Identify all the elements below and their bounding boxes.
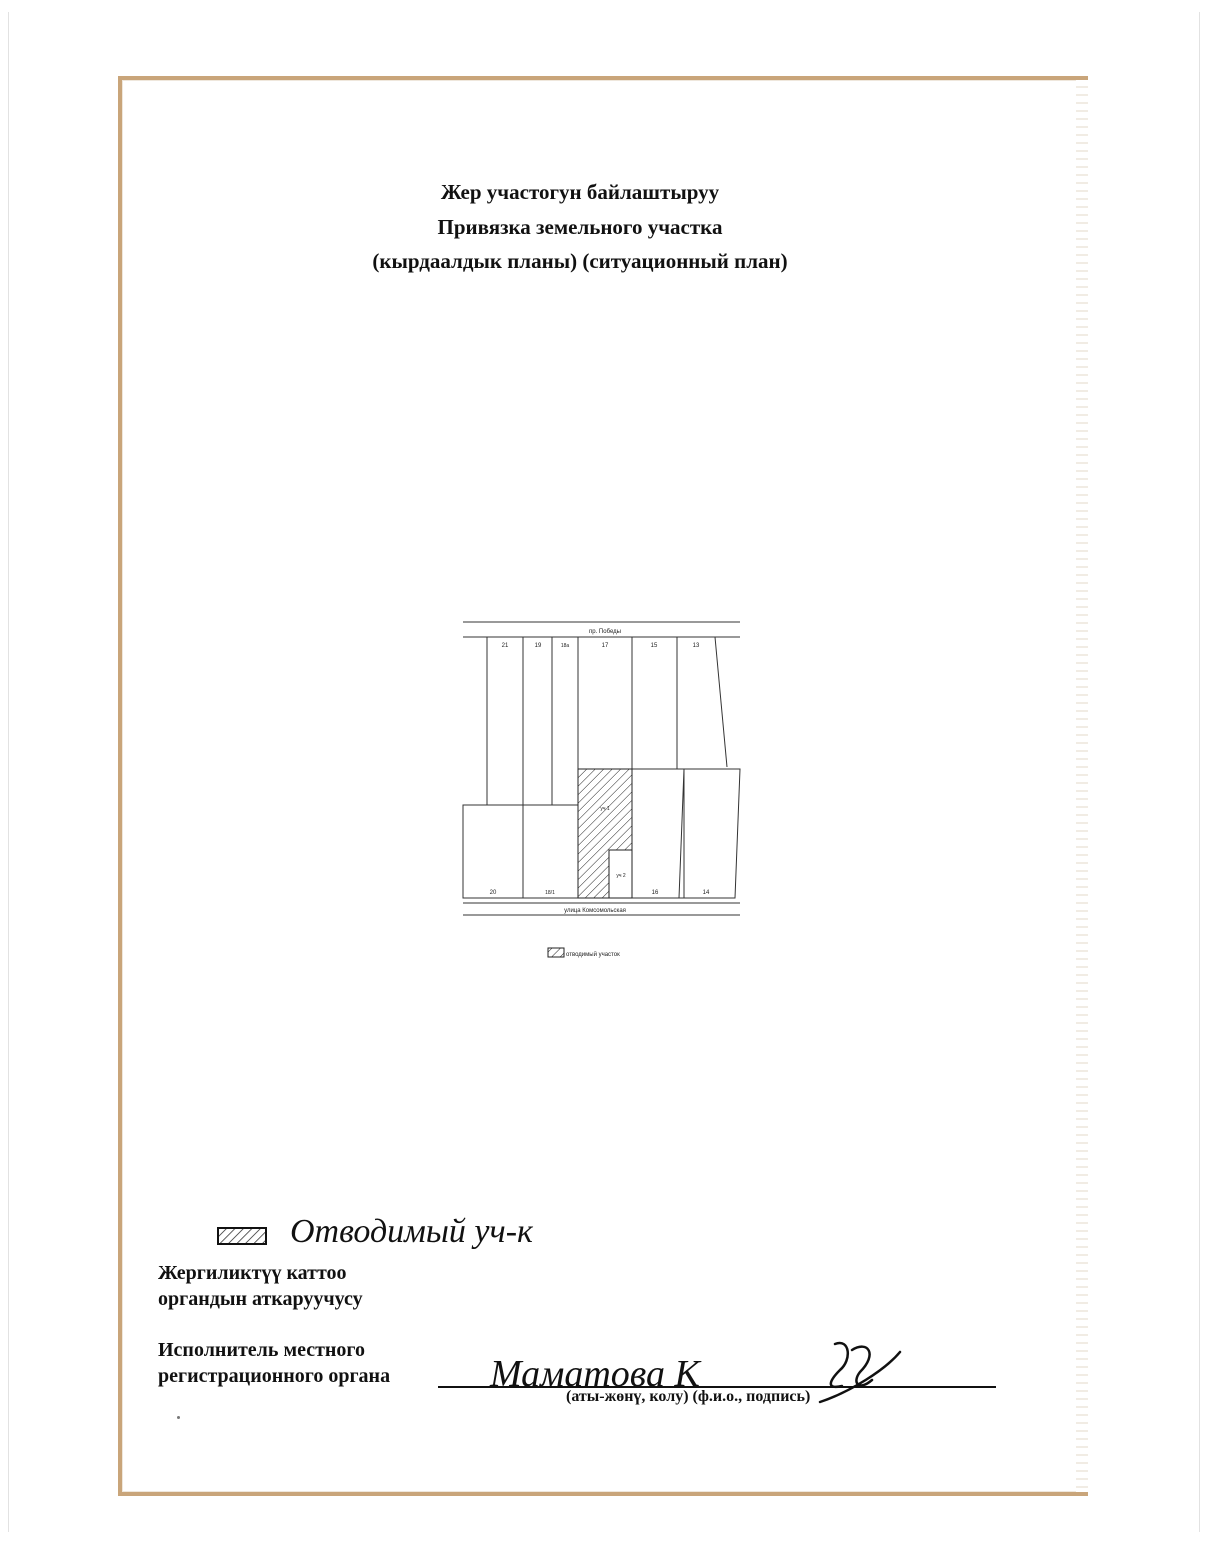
subtitle: (кырдаалдык планы) (ситуационный план) — [372, 249, 788, 273]
label-ru-line1: Исполнитель местного — [158, 1339, 366, 1361]
plot-1-label: уч 1 — [600, 806, 610, 812]
perforated-edge — [1076, 80, 1088, 1492]
lot-18-1: 18/1 — [545, 890, 555, 896]
handwritten-legend — [212, 1200, 672, 1250]
lot-16: 16 — [651, 890, 659, 896]
lot-20: 20 — [489, 890, 497, 896]
signature-caption: (аты-жөнү, колу) (ф.и.о., подпись) — [566, 1388, 811, 1405]
handwritten-note: Отводимый уч-к — [290, 1213, 533, 1250]
handwritten-signature — [480, 1330, 920, 1410]
signature-flourish — [820, 1343, 900, 1402]
legend-text: отводимый участок — [566, 952, 620, 958]
lot-19: 19 — [534, 643, 542, 649]
street-bottom-label: улица Комсомольская — [564, 908, 626, 914]
handwritten-swatch — [218, 1228, 266, 1244]
lot-21: 21 — [501, 643, 509, 649]
lot-13: 13 — [692, 643, 700, 649]
plot-2-label: уч 2 — [616, 873, 626, 879]
signature-name: Маматова К — [490, 1353, 700, 1395]
lot-18a: 18а — [560, 643, 570, 649]
title-russian: Привязка земельного участка — [437, 215, 723, 239]
lot-17: 17 — [601, 643, 609, 649]
label-ru-line2: регистрационного органа — [158, 1365, 391, 1387]
lot-14: 14 — [702, 890, 710, 896]
label-ky-line1: Жергиликтүү каттоо — [158, 1262, 347, 1284]
situation-plan — [455, 612, 755, 972]
lot-15: 15 — [650, 643, 658, 649]
street-top-label: пр. Победы — [589, 629, 621, 635]
label-ky-line2: органдын аткаруучусу — [158, 1288, 363, 1310]
legend-swatch — [548, 948, 564, 957]
title-kyrgyz: Жер участогун байлаштыруу — [440, 180, 720, 204]
speck — [177, 1416, 180, 1419]
